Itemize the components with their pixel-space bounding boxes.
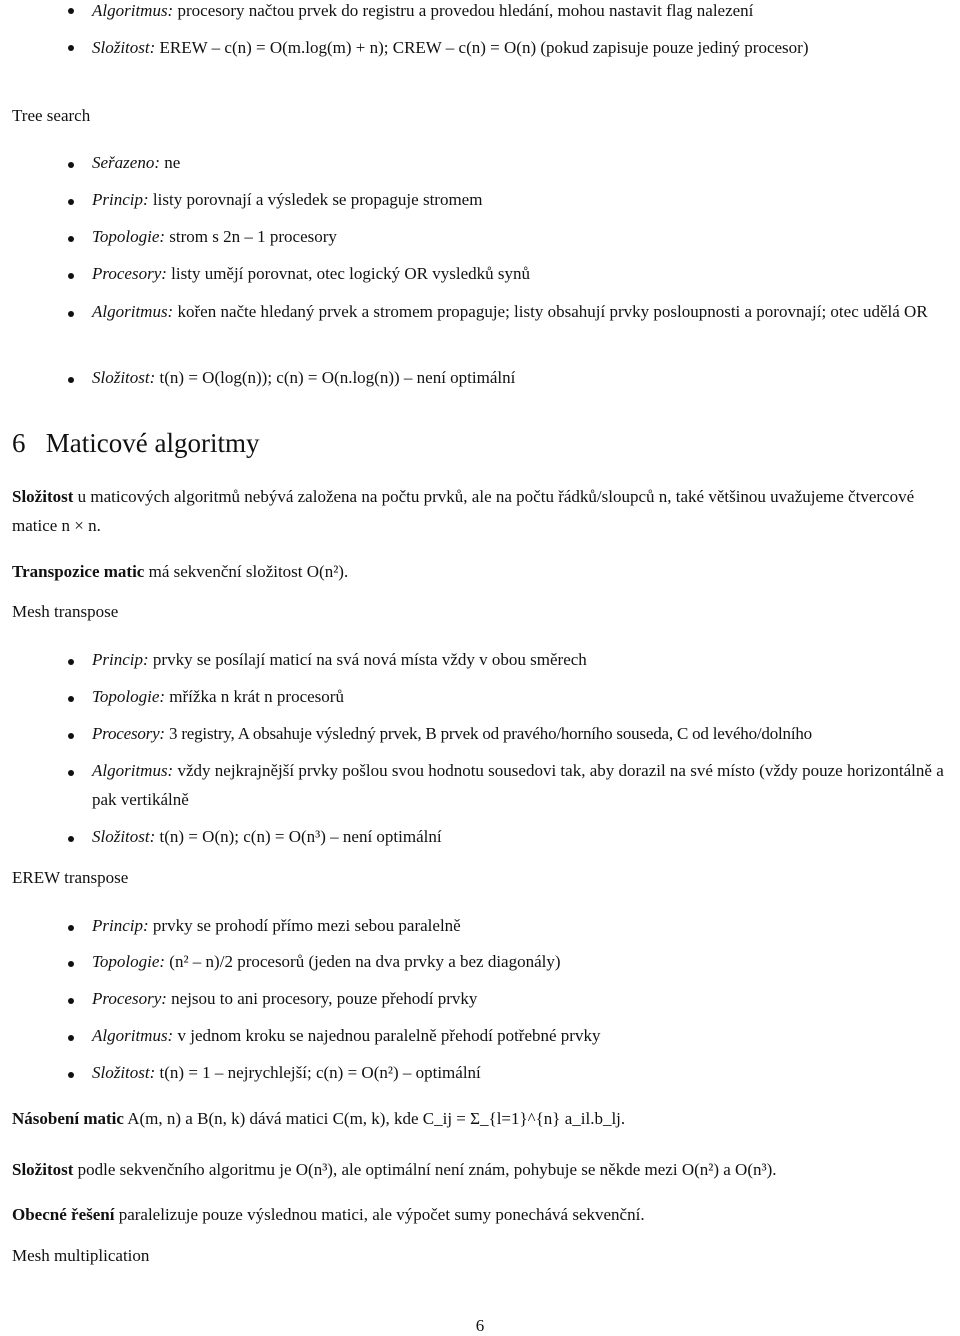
item-text: strom s 2n – 1 procesory: [169, 227, 337, 246]
transpose-bold: Transpozice matic: [12, 562, 145, 581]
mesh-multiplication-heading: Mesh multiplication: [12, 1246, 150, 1265]
item-text: listy porovnají a výsledek se propaguje stromem: [152, 190, 483, 209]
bullet-icon: [68, 1072, 74, 1078]
bullet-icon: [68, 836, 74, 842]
item-label: Procesory:: [92, 264, 167, 283]
intro-text: u maticových algoritmů nebývá založena na počtu prvků, ale na počtu řádků/sloupců n, také většinou uvažujeme čtvercové matice n × n.: [12, 487, 915, 535]
item-label: Procesory:: [92, 989, 167, 1008]
transpose-text: má sekvenční složitost O(n²).: [148, 562, 349, 581]
item-label: Seřazeno:: [92, 153, 160, 172]
item-label: Algoritmus:: [92, 761, 174, 780]
item-label: Topologie:: [92, 227, 166, 246]
item-text: prvky se prohodí přímo mezi sebou paralelně: [152, 916, 461, 935]
bullet-icon: [68, 770, 74, 776]
transpose-paragraph: [12, 557, 946, 586]
bullet-icon: [68, 733, 74, 739]
item-label: Složitost:: [92, 368, 156, 387]
bullet-icon: [68, 696, 74, 702]
multiplication-text: A(m, n) a B(n, k) dává matici C(m, k), kde C_ij = Σ_{l=1}^{n} a_il.b_lj.: [127, 1109, 626, 1128]
item-label: Algoritmus:: [92, 1, 174, 20]
section-title: Maticové algoritmy: [45, 428, 260, 458]
item-label: Složitost:: [92, 1063, 156, 1082]
item-text: v jednom kroku se najednou paralelně přehodí potřebné prvky: [177, 1026, 601, 1045]
item-text: listy umějí porovnat, otec logický OR vysledků synů: [171, 264, 531, 283]
bullet-icon: [68, 8, 74, 14]
tree-search-heading: Tree search: [12, 106, 91, 125]
bullet-icon: [68, 998, 74, 1004]
bullet-icon: [68, 236, 74, 242]
erew-transpose-heading: EREW transpose: [12, 868, 129, 887]
bullet-icon: [68, 377, 74, 383]
item-label: Princip:: [92, 650, 149, 669]
item-text: kořen načte hledaný prvek a stromem propaguje; listy obsahují prvky posloupnosti a porovnají; otec udělá OR: [177, 302, 928, 321]
item-label: Procesory:: [92, 724, 165, 743]
mult-complexity-bold: Složitost: [12, 1160, 74, 1179]
item-label: Topologie:: [92, 952, 166, 971]
bullet-icon: [68, 162, 74, 168]
item-text: nejsou to ani procesory, pouze přehodí prvky: [171, 989, 478, 1008]
item-text: procesory načtou prvek do registru a provedou hledání, mohou nastavit flag nalezení: [177, 1, 754, 20]
intro-paragraph: [12, 482, 946, 540]
bullet-icon: [68, 273, 74, 279]
item-text: t(n) = 1 – nejrychlejší; c(n) = O(n²) – optimální: [159, 1063, 481, 1082]
bullet-icon: [68, 925, 74, 931]
item-label: Algoritmus:: [92, 1026, 174, 1045]
page-number: 6: [475, 1316, 485, 1335]
item-text: t(n) = O(n); c(n) = O(n³) – není optimální: [159, 827, 442, 846]
item-label: Princip:: [92, 190, 149, 209]
bullet-icon: [68, 961, 74, 967]
item-label: Topologie:: [92, 687, 166, 706]
mult-complexity-paragraph: [12, 1155, 946, 1184]
multiplication-bold: Násobení matic: [12, 1109, 124, 1128]
bullet-icon: [68, 1035, 74, 1041]
item-text: mřížka n krát n procesorů: [169, 687, 344, 706]
bullet-icon: [68, 311, 74, 317]
general-solution-bold: Obecné řešení: [12, 1205, 115, 1224]
section-number: 6: [12, 428, 26, 458]
item-text: vždy nejkrajnější prvky pošlou svou hodnotu sousedovi tak, aby dorazil na své místo (vždy pouze horizontálně a pak vertikálně: [92, 761, 944, 809]
general-solution-text: paralelizuje pouze výslednou matici, ale výpočet sumy ponechává sekvenční.: [118, 1205, 645, 1224]
item-text: 3 registry, A obsahuje výsledný prvek, B prvek od pravého/horního souseda, C od levého/dolního: [168, 724, 812, 743]
bullet-icon: [68, 659, 74, 665]
multiplication-paragraph: [12, 1104, 946, 1133]
intro-bold: Složitost: [12, 487, 74, 506]
item-text: EREW – c(n) = O(m.log(m) + n); CREW – c(n) = O(n) (pokud zapisuje pouze jediný procesor): [159, 38, 809, 57]
item-label: Princip:: [92, 916, 149, 935]
bullet-icon: [68, 199, 74, 205]
mult-complexity-text: podle sekvenčního algoritmu je O(n³), ale optimální není znám, pohybuje se někde mezi O(n²) a O(n³).: [77, 1160, 777, 1179]
item-label: Složitost:: [92, 827, 156, 846]
item-text: ne: [164, 153, 181, 172]
general-solution-paragraph: [12, 1200, 946, 1229]
item-text: t(n) = O(log(n)); c(n) = O(n.log(n)) – není optimální: [159, 368, 516, 387]
mesh-transpose-heading: Mesh transpose: [12, 602, 119, 621]
bullet-icon: [68, 45, 74, 51]
item-label: Složitost:: [92, 38, 156, 57]
item-text: prvky se posílají maticí na svá nová místa vždy v obou směrech: [152, 650, 587, 669]
section-heading: [12, 428, 259, 459]
item-text: (n² – n)/2 procesorů (jeden na dva prvky a bez diagonály): [169, 952, 561, 971]
item-label: Algoritmus:: [92, 302, 174, 321]
